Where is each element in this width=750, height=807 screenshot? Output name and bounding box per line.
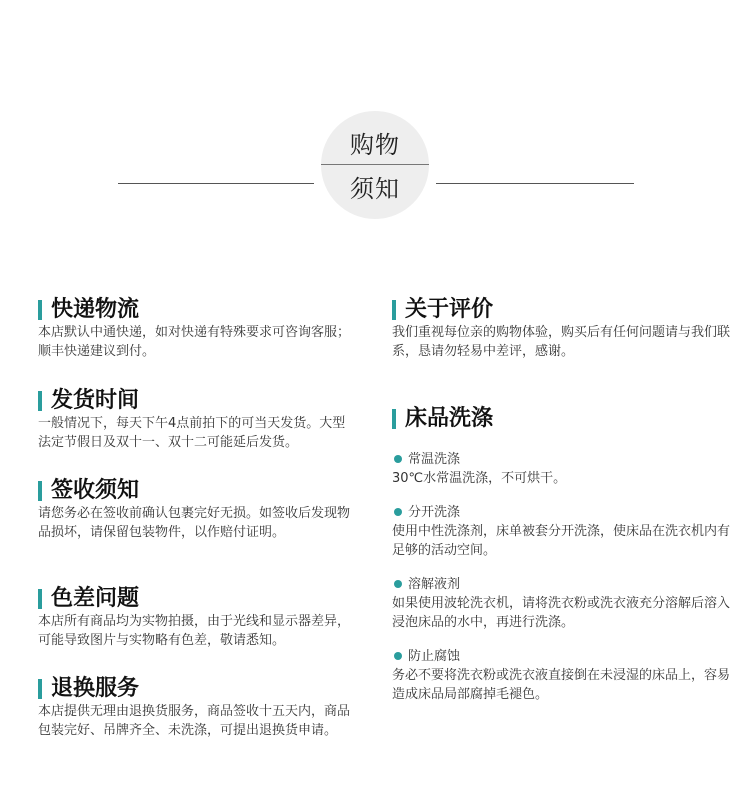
section-title <box>392 297 732 323</box>
badge-divider <box>321 164 429 165</box>
wash-item-heading <box>392 575 732 594</box>
section-title <box>392 406 732 432</box>
section-shipping <box>38 297 356 361</box>
section-bedding-wash <box>392 406 732 432</box>
section-body: 本店默认中通快递，如对快递有特殊要求可咨询客服；顺丰快递建议到付。 <box>38 325 351 359</box>
accent-bar <box>38 589 42 609</box>
section-returns <box>38 676 356 740</box>
section-title <box>38 478 356 504</box>
wash-item-body: 使用中性洗涤剂，床单被套分开洗涤，使床品在洗衣机内有足够的活动空间。 <box>392 524 731 558</box>
section-title <box>38 388 356 414</box>
section-title <box>38 297 356 323</box>
section-dispatch-time <box>38 388 356 452</box>
accent-bar <box>38 481 42 501</box>
section-title-text: 退换服务 <box>51 676 140 701</box>
header-badge <box>321 111 429 219</box>
bullet-dot-icon <box>394 580 402 588</box>
wash-item <box>392 647 732 704</box>
wash-item-heading-text: 常温洗涤 <box>408 452 461 467</box>
header-divider-right <box>436 183 634 184</box>
section-title-text: 发货时间 <box>51 388 140 413</box>
accent-bar <box>392 409 396 429</box>
section-title-text: 签收须知 <box>51 478 140 503</box>
wash-item <box>392 450 732 488</box>
wash-item <box>392 503 732 560</box>
section-title-text: 色差问题 <box>51 586 140 611</box>
accent-bar <box>38 391 42 411</box>
section-body: 本店所有商品均为实物拍摄，由于光线和显示器差异，可能导致图片与实物略有色差，敬请悉知。 <box>38 614 351 648</box>
wash-item-heading <box>392 647 732 666</box>
section-reviews <box>392 297 732 361</box>
section-title <box>38 586 356 612</box>
section-title <box>38 676 356 702</box>
section-body: 本店提供无理由退换货服务，商品签收十五天内，商品包装完好、吊牌齐全、未洗涤，可提出退换货申请。 <box>38 704 351 738</box>
section-body: 我们重视每位亲的购物体验，购买后有任何问题请与我们联系，恳请勿轻易中差评，感谢。 <box>392 325 731 359</box>
accent-bar <box>392 300 396 320</box>
section-body: 一般情况下，每天下午4点前拍下的可当天发货。大型法定节假日及双十一、双十二可能延后发货。 <box>38 416 346 450</box>
wash-item <box>392 575 732 632</box>
bullet-dot-icon <box>394 652 402 660</box>
wash-item-body: 30℃水常温洗涤，不可烘干。 <box>392 471 567 486</box>
wash-item-heading-text: 分开洗涤 <box>408 505 461 520</box>
wash-item-heading-text: 防止腐蚀 <box>408 649 461 664</box>
header-divider-left <box>118 183 314 184</box>
wash-item-heading <box>392 503 732 522</box>
wash-item-heading <box>392 450 732 469</box>
section-color-difference <box>38 586 356 650</box>
section-title-text: 快递物流 <box>51 297 140 322</box>
accent-bar <box>38 300 42 320</box>
bullet-dot-icon <box>394 455 402 463</box>
section-title-text: 床品洗涤 <box>405 406 494 431</box>
wash-item-heading-text: 溶解液剂 <box>408 577 461 592</box>
accent-bar <box>38 679 42 699</box>
header-title-line2: 须知 <box>350 175 400 203</box>
wash-item-body: 务必不要将洗衣粉或洗衣液直接倒在未浸湿的床品上，容易造成床品局部腐掉毛褪色。 <box>392 668 731 702</box>
header-title-line1: 购物 <box>350 131 400 159</box>
section-receipt <box>38 478 356 542</box>
wash-item-body: 如果使用波轮洗衣机，请将洗衣粉或洗衣液充分溶解后溶入浸泡床品的水中，再进行洗涤。 <box>392 596 731 630</box>
section-title-text: 关于评价 <box>405 297 494 322</box>
bullet-dot-icon <box>394 508 402 516</box>
section-body: 请您务必在签收前确认包裹完好无损。如签收后发现物品损坏，请保留包装物件，以作赔付证明。 <box>38 506 351 540</box>
header <box>0 0 750 240</box>
